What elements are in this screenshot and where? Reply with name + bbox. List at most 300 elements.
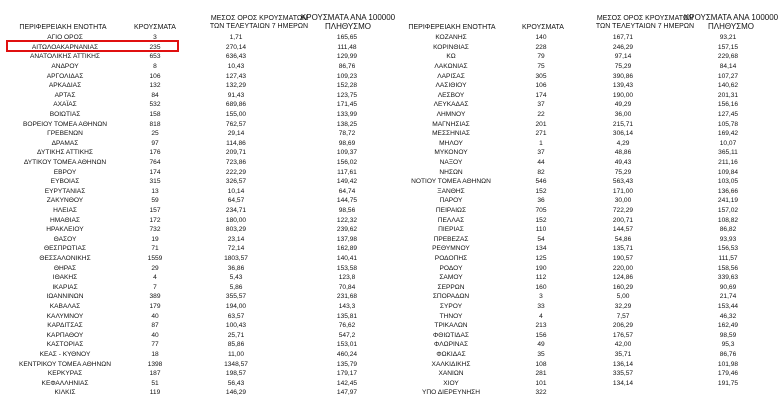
region-name-cell: ΗΜΑΘΙΑΣ [50,216,80,224]
region-name-cell: ΕΒΡΟΥ [53,168,77,176]
seven-day-average-cell: 42,00 [614,341,632,349]
region-name-cell: ΙΚΑΡΙΑΣ [52,283,78,291]
header-per100k-right [676,13,780,31]
cases-per-100k-cell: 143,3 [338,303,356,310]
region-name-cell: ΣΠΟΡΑΔΩΝ [432,293,470,301]
seven-day-average-cell: 11,00 [227,351,244,358]
region-name-cell: ΘΕΣΠΡΩΤΙΑΣ [43,245,87,253]
cases-cell: 228 [535,43,547,51]
cases-per-100k-cell: 179,17 [336,370,358,378]
seven-day-average-cell: 132,29 [225,82,247,90]
cases-per-100k-cell: 179,46 [717,370,739,378]
cases-per-100k-cell: 109,23 [336,72,358,80]
seven-day-average-cell: 171,00 [612,187,634,195]
cases-cell: 35 [537,351,545,358]
table-row [0,120,780,130]
cases-cell: 157 [149,207,161,214]
region-name-cell: ΗΛΕΙΑΣ [53,207,77,214]
table-row [0,129,780,139]
cases-per-100k-cell: 98,59 [719,331,737,339]
cases-per-100k-cell: 127,45 [717,111,739,118]
seven-day-average-cell: 5,86 [229,283,243,291]
region-name-cell: ΑΡΤΑΣ [54,91,76,99]
seven-day-average-cell: 180,00 [225,216,247,224]
region-name-cell: ΑΧΑΪΑΣ [53,101,77,109]
table-row [0,52,780,62]
cases-cell: 22 [537,111,545,118]
seven-day-average-cell: 563,43 [612,178,634,186]
table-row [0,81,780,91]
cases-per-100k-cell: 157,02 [717,207,739,214]
table-row [0,196,780,206]
seven-day-average-cell: 25,71 [227,331,245,339]
cases-cell: 235 [149,43,161,51]
cases-per-100k-cell: 153,44 [717,303,739,310]
cases-per-100k-cell: 138,25 [336,120,358,128]
seven-day-average-cell: 206,29 [612,322,634,330]
region-name-cell: ΑΙΤΩΛΟΑΚΑΡΝΑΝΙΑΣ [31,43,99,51]
cases-cell: 19 [151,235,159,243]
table-row [0,168,780,178]
region-name-cell: ΚΕΡΚΥΡΑΣ [47,370,83,378]
seven-day-average-cell: 97,14 [614,53,632,61]
cases-per-100k-cell: 76,62 [338,322,356,330]
cases-cell: 106 [149,72,161,80]
region-name-cell: ΝΟΤΙΟΥ ΤΟΜΕΑ ΑΘΗΝΩΝ [411,178,491,186]
cases-per-100k-cell: 135,79 [336,360,358,368]
cases-per-100k-cell: 123,8 [338,274,356,282]
cases-cell: 174 [535,91,547,99]
cases-per-100k-cell: 111,48 [337,43,357,51]
seven-day-average-cell: 127,43 [225,72,247,80]
region-name-cell: ΓΡΕΒΕΝΩΝ [47,130,83,138]
cases-cell: 125 [535,255,547,262]
region-name-cell: ΠΕΛΛΑΣ [437,216,465,224]
table-row [0,158,780,168]
cases-cell: 77 [151,341,159,349]
header-cases-right: ΚΡΟΥΣΜΑΤΑ [522,24,564,31]
region-name-cell: ΛΑΣΙΘΙΟΥ [435,82,467,90]
region-name-cell: ΑΝΑΤΟΛΙΚΗΣ ΑΤΤΙΚΗΣ [30,53,100,61]
cases-per-100k-cell: 98,56 [338,207,356,214]
region-name-cell: ΣΑΜΟΥ [439,274,463,282]
header-avg-line2-right: ΤΩΝ ΤΕΛΕΥΤΑΙΩΝ 7 ΗΜΕΡΩΝ [595,23,695,30]
cases-cell: 25 [151,130,159,138]
cases-cell: 82 [537,168,545,176]
region-name-cell: ΒΟΙΩΤΙΑΣ [49,111,81,118]
cases-per-100k-cell: 229,68 [717,53,739,61]
cases-cell: 132 [149,82,161,90]
cases-cell: 818 [149,120,161,128]
table-row [0,235,780,245]
cases-cell: 84 [151,91,159,99]
region-name-cell: ΔΥΤΙΚΗΣ ΑΤΤΙΚΗΣ [37,149,93,157]
seven-day-average-cell: 190,57 [612,255,634,262]
table-row [0,264,780,274]
cases-per-100k-cell: 547,2 [338,331,356,339]
table-row [0,350,780,360]
seven-day-average-cell: 144,57 [612,226,634,234]
table-row [0,177,780,187]
seven-day-average-cell: 134,14 [612,379,634,387]
seven-day-average-cell: 139,43 [612,82,634,90]
table-row [0,139,780,149]
seven-day-average-cell: 636,43 [225,53,247,61]
table-row [0,321,780,331]
table-row [0,312,780,322]
region-name-cell: ΠΙΕΡΙΑΣ [438,226,464,234]
seven-day-average-cell: 222,29 [225,168,247,176]
table-row [0,72,780,82]
cases-cell: 8 [153,63,157,70]
region-name-cell: ΔΥΤΙΚΟΥ ΤΟΜΕΑ ΑΘΗΝΩΝ [23,159,107,166]
cases-cell: 36 [537,197,545,205]
cases-per-100k-cell: 241,19 [717,197,739,205]
cases-cell: 705 [535,207,547,214]
header-per100k-line2-left: ΠΛΗΘΥΣΜΟ [324,22,372,31]
seven-day-average-cell: 246,29 [612,43,634,51]
region-name-cell: ΚΟΡΙΝΘΙΑΣ [433,43,469,51]
cases-cell: 158 [149,111,161,118]
cases-per-100k-cell: 153,58 [336,264,358,272]
region-name-cell: ΦΩΚΙΔΑΣ [436,351,466,358]
seven-day-average-cell: 85,86 [227,341,245,349]
cases-cell: 3 [539,293,543,301]
seven-day-average-cell: 723,86 [225,159,247,166]
cases-cell: 37 [537,101,545,109]
header-avg-line2-left: ΤΩΝ ΤΕΛΕΥΤΑΙΩΝ 7 ΗΜΕΡΩΝ [209,23,309,30]
seven-day-average-cell: 270,14 [225,43,247,51]
region-name-cell: ΙΩΑΝΝΙΝΩΝ [46,293,84,301]
seven-day-average-cell: 803,29 [225,226,247,234]
cases-per-100k-cell: 117,61 [337,168,357,176]
cases-per-100k-cell: 84,14 [719,63,737,70]
region-name-cell: ΚΑΣΤΟΡΙΑΣ [46,341,84,349]
cases-cell: 18 [151,351,159,358]
cases-cell: 33 [537,303,545,310]
cases-cell: 172 [149,216,161,224]
cases-cell: 213 [535,322,547,330]
cases-per-100k-cell: 144,75 [336,197,358,205]
region-name-cell: ΑΓΙΟ ΟΡΟΣ [47,34,83,42]
seven-day-average-cell: 176,57 [612,331,634,339]
cases-cell: 106 [535,82,547,90]
table-row [0,292,780,302]
cases-per-100k-cell: 156,16 [717,101,739,109]
table-row [0,225,780,235]
cases-cell: 152 [535,187,547,195]
seven-day-average-cell: 335,57 [612,370,634,378]
region-name-cell: ΛΗΜΝΟΥ [436,111,466,118]
cases-per-100k-cell: 107,27 [717,72,739,80]
region-name-cell: ΚΕΦΑΛΛΗΝΙΑΣ [41,379,89,387]
cases-cell: 3 [153,34,157,42]
cases-per-100k-cell: 152,28 [336,82,358,90]
cases-per-100k-cell: 95,3 [721,341,735,349]
region-name-cell: ΣΕΡΡΩΝ [437,283,465,291]
cases-cell: 179 [149,303,161,310]
header-region-left: ΠΕΡΙΦΕΡΕΙΑΚΗ ΕΝΟΤΗΤΑ [19,24,107,31]
region-name-cell: ΠΡΕΒΕΖΑΣ [433,235,469,243]
cases-per-100k-cell: 339,63 [717,274,739,282]
region-name-cell: ΚΑΡΔΙΤΣΑΣ [47,322,83,330]
region-name-cell: ΔΡΑΜΑΣ [51,139,79,147]
table-row [0,110,780,120]
region-name-cell: ΜΑΓΝΗΣΙΑΣ [432,120,470,128]
cases-cell: 40 [151,312,159,320]
region-name-cell: ΑΡΚΑΔΙΑΣ [48,82,82,90]
seven-day-average-cell: 36,86 [227,264,245,272]
cases-cell: 732 [149,226,161,234]
region-name-cell: ΘΑΣΟΥ [53,235,77,243]
cases-per-100k-cell: 136,66 [717,187,739,195]
header-avg-line1-left: ΜΕΣΟΣ ΟΡΟΣ ΚΡΟΥΣΜΑΤΩΝ [210,15,308,22]
region-name-cell: ΜΥΚΟΝΟΥ [434,149,468,157]
header-per100k-left [290,13,406,31]
cases-cell: 79 [537,53,545,61]
cases-per-100k-cell: 239,62 [336,226,358,234]
table-row [0,91,780,101]
header-region-right: ΠΕΡΙΦΕΡΕΙΑΚΗ ΕΝΟΤΗΤΑ [408,24,496,31]
seven-day-average-cell: 1348,57 [224,360,248,368]
cases-cell: 110 [535,226,547,234]
cases-cell: 59 [151,197,159,205]
cases-per-100k-cell: 46,32 [719,312,737,320]
seven-day-average-cell: 689,86 [225,101,247,109]
table-row [0,148,780,158]
seven-day-average-cell: 326,57 [225,178,247,186]
table-row [0,369,780,379]
cases-cell: 271 [535,130,547,138]
cases-cell: 140 [535,34,547,42]
seven-day-average-cell: 5,43 [229,274,243,282]
cases-cell: 190 [535,264,547,272]
header-per100k-line1-right: ΚΡΟΥΣΜΑΤΑ ΑΝΑ 100000 [683,13,779,22]
cases-cell: 315 [149,178,161,186]
cases-per-100k-cell: 211,16 [718,159,738,166]
table-row [0,340,780,350]
seven-day-average-cell: 29,14 [227,130,245,138]
region-name-cell: ΧΑΛΚΙΔΙΚΗΣ [431,360,471,368]
seven-day-average-cell: 124,86 [612,274,634,282]
cases-cell: 176 [149,149,161,157]
seven-day-average-cell: 136,14 [612,360,634,368]
table-row [0,388,780,398]
cases-cell: 49 [537,341,545,349]
table-row [0,62,780,72]
region-name-cell: ΖΑΚΥΝΘΟΥ [46,197,84,205]
cases-per-100k-cell: 70,84 [338,283,356,291]
cases-per-100k-cell: 171,45 [336,101,358,109]
region-name-cell: ΦΘΙΩΤΙΔΑΣ [433,331,469,339]
cases-cell: 108 [535,360,547,368]
region-name-cell: ΗΡΑΚΛΕΙΟΥ [46,226,84,234]
seven-day-average-cell: 5,00 [616,293,630,301]
seven-day-average-cell: 194,00 [225,303,247,310]
cases-per-100k-cell: 21,74 [719,293,737,301]
cases-cell: 29 [151,264,159,272]
seven-day-average-cell: 30,00 [614,197,632,205]
seven-day-average-cell: 1803,57 [224,255,248,262]
cases-cell: 119 [149,389,161,397]
cases-per-100k-cell: 156,02 [336,159,358,166]
cases-cell: 44 [537,159,545,166]
region-name-cell: ΧΙΟΥ [443,379,459,387]
cases-per-100k-cell: 86,82 [719,226,737,234]
table-row [0,187,780,197]
cases-cell: 134 [535,245,547,253]
cases-per-100k-cell: 365,11 [718,149,738,157]
region-name-cell: ΑΡΓΟΛΙΔΑΣ [46,72,84,80]
cases-per-100k-cell: 10,07 [719,139,737,147]
cases-cell: 1559 [147,255,163,262]
cases-cell: 54 [537,235,545,243]
cases-cell: 532 [149,101,161,109]
table-row [0,360,780,370]
cases-cell: 201 [535,120,547,128]
cases-per-100k-cell: 109,84 [717,168,739,176]
seven-day-average-cell: 200,71 [612,216,634,224]
seven-day-average-cell: 722,29 [612,207,634,214]
cases-per-100k-cell: 153,01 [336,341,358,349]
region-name-cell: ΡΟΔΟΥ [439,264,463,272]
cases-per-100k-cell: 140,62 [717,82,739,90]
region-name-cell: ΞΑΝΘΗΣ [437,187,465,195]
region-name-cell: ΙΘΑΚΗΣ [52,274,78,282]
cases-per-100k-cell: 162,49 [717,322,739,330]
region-name-cell: ΣΥΡΟΥ [439,303,463,310]
seven-day-average-cell: 35,71 [614,351,632,358]
seven-day-average-cell: 54,86 [614,235,632,243]
cases-cell: 305 [535,72,547,80]
region-name-cell: ΜΕΣΣΗΝΙΑΣ [432,130,470,138]
cases-cell: 112 [535,274,547,282]
region-name-cell: ΚΙΛΚΙΣ [54,389,76,397]
seven-day-average-cell: 190,00 [612,91,634,99]
cases-per-100k-cell: 111,57 [718,255,738,262]
cases-cell: 174 [149,168,161,176]
seven-day-average-cell: 91,43 [227,91,245,99]
cases-per-100k-cell: 135,81 [336,312,358,320]
cases-per-100k-cell: 156,53 [717,245,739,253]
seven-day-average-cell: 36,00 [614,111,632,118]
seven-day-average-cell: 160,29 [612,283,634,291]
seven-day-average-cell: 1,71 [229,34,243,42]
cases-cell: 281 [535,370,547,378]
seven-day-average-cell: 198,57 [225,370,247,378]
cases-per-100k-cell: 93,93 [719,235,737,243]
seven-day-average-cell: 10,14 [227,187,245,195]
header-avg-line1-right: ΜΕΣΟΣ ΟΡΟΣ ΚΡΟΥΣΜΑΤΩΝ [596,15,694,22]
cases-cell: 187 [149,370,161,378]
seven-day-average-cell: 209,71 [225,149,247,157]
region-name-cell: ΥΠΟ ΔΙΕΡΕΥΝΗΣΗ [422,389,480,397]
region-name-cell: ΕΥΡΥΤΑΝΙΑΣ [44,187,86,195]
cases-cell: 1 [539,139,543,147]
cases-per-100k-cell: 169,42 [717,130,739,138]
cases-cell: 4 [153,274,157,282]
cases-per-100k-cell: 157,15 [717,43,739,51]
cases-cell: 156 [535,331,547,339]
cases-cell: 653 [149,53,161,61]
region-name-cell: ΡΟΔΟΠΗΣ [434,255,468,262]
cases-per-100k-cell: 109,37 [336,149,358,157]
cases-per-100k-cell: 64,74 [338,187,356,195]
cases-per-100k-cell: 140,41 [336,255,358,262]
cases-cell: 7 [153,283,157,291]
cases-cell: 37 [537,149,545,157]
region-name-cell: ΚΑΛΥΜΝΟΥ [46,312,84,320]
cases-per-100k-cell: 133,99 [336,111,358,118]
cases-per-100k-cell: 101,98 [717,360,739,368]
cases-per-100k-cell: 103,05 [717,178,739,186]
seven-day-average-cell: 390,86 [612,72,634,80]
cases-per-100k-cell: 86,76 [338,63,356,70]
cases-per-100k-cell: 86,76 [719,351,737,358]
cases-cell: 87 [151,322,159,330]
seven-day-average-cell: 306,14 [612,130,634,138]
table-row [0,216,780,226]
seven-day-average-cell: 23,14 [227,235,245,243]
cases-cell: 389 [149,293,161,301]
region-name-cell: ΠΑΡΟΥ [439,197,463,205]
region-name-cell: ΕΥΒΟΙΑΣ [50,178,80,186]
cases-cell: 1398 [147,360,163,368]
cases-per-100k-cell: 105,78 [717,120,739,128]
cases-per-100k-cell: 231,68 [336,293,358,301]
cases-cell: 764 [149,159,161,166]
cases-cell: 322 [535,389,547,397]
cases-cell: 4 [539,312,543,320]
cases-per-100k-cell: 129,99 [336,53,358,61]
header-per100k-line2-right: ΠΛΗΘΥΣΜΟ [707,22,755,31]
cases-cell: 75 [537,63,545,70]
seven-day-average-cell: 64,57 [227,197,245,205]
region-name-cell: ΠΕΙΡΑΙΩΣ [435,207,467,214]
cases-per-100k-cell: 98,69 [338,139,356,147]
cases-per-100k-cell: 201,31 [717,91,739,99]
cases-cell: 546 [535,178,547,186]
region-name-cell: ΦΛΩΡΙΝΑΣ [433,341,469,349]
region-name-cell: ΚΕΑΣ - ΚΥΘΝΟΥ [39,351,91,358]
region-name-cell: ΛΑΚΩΝΙΑΣ [434,63,468,70]
cases-cell: 101 [535,379,547,387]
seven-day-average-cell: 32,29 [614,303,632,310]
table-row [0,244,780,254]
seven-day-average-cell: 135,71 [612,245,634,253]
highlight-box [6,40,179,52]
cases-per-100k-cell: 123,75 [336,91,358,99]
seven-day-average-cell: 234,71 [225,207,247,214]
cases-cell: 152 [535,216,547,224]
cases-per-100k-cell: 108,82 [717,216,739,224]
region-name-cell: ΝΗΣΩΝ [439,168,463,176]
region-name-cell: ΛΑΡΙΣΑΣ [437,72,465,80]
cases-per-100k-cell: 460,24 [336,351,358,358]
table-row [0,206,780,216]
region-name-cell: ΚΩ [446,53,456,61]
seven-day-average-cell: 63,57 [227,312,245,320]
region-name-cell: ΝΑΞΟΥ [439,159,463,166]
cases-cell: 71 [151,245,159,253]
seven-day-average-cell: 75,29 [614,63,632,70]
header-per100k-line1-left: ΚΡΟΥΣΜΑΤΑ ΑΝΑ 100000 [300,13,396,22]
region-name-cell: ΤΗΝΟΥ [439,312,463,320]
cases-per-100k-cell: 149,42 [336,178,358,186]
region-name-cell: ΛΕΣΒΟΥ [437,91,465,99]
seven-day-average-cell: 762,57 [225,120,247,128]
table-row [0,254,780,264]
